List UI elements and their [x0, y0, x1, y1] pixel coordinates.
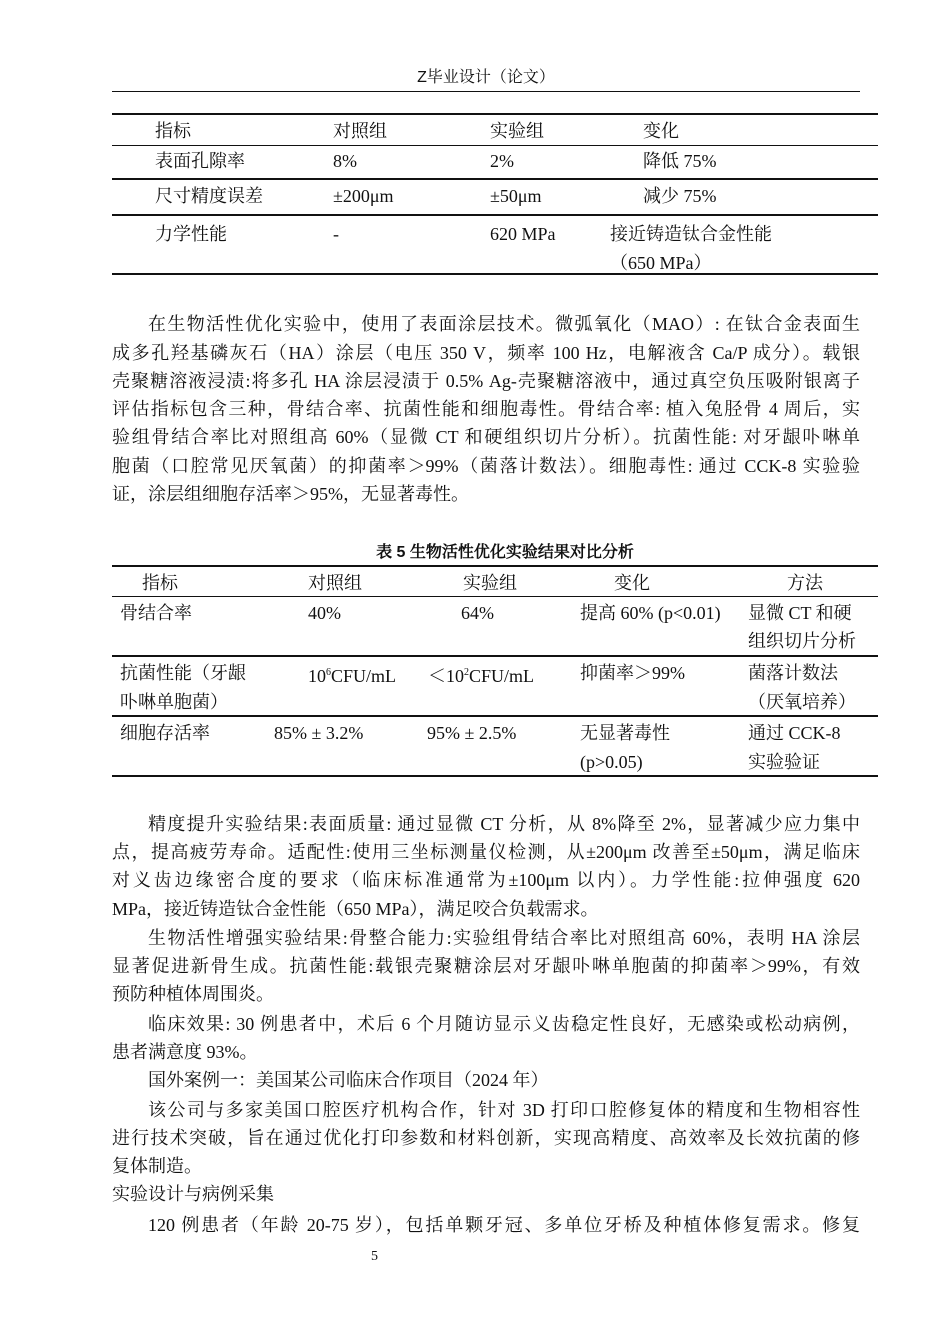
table-rule	[112, 145, 878, 146]
table-cell: （厌氧培养）	[748, 692, 856, 712]
table-cell: 卟啉单胞菌）	[120, 692, 228, 712]
table-cell: $10^6CFU/mL$	[308, 666, 397, 686]
table-cell: ±50μm	[490, 186, 542, 206]
table-cell: 显微 CT 和硬	[748, 603, 852, 623]
text-line: 精度提升实验结果:表面质量: 通过显微 CT 分析，从 8%降至 2%，显著减少应力集中	[148, 814, 860, 834]
running-header: Z毕业设计（论文）	[417, 69, 555, 86]
text-line: 实验设计与病例采集	[112, 1184, 274, 1204]
table-cell: 细胞存活率	[120, 723, 210, 743]
table-header-cell: 变化	[643, 121, 679, 141]
table-header-cell: 指标	[142, 573, 178, 593]
text-line: MPa，接近铸造钛合金性能（650 MPa），满足咬合负载需求。	[112, 899, 599, 919]
table-cell: 组织切片分析	[748, 631, 856, 651]
table-rule	[112, 596, 878, 597]
table-rule	[112, 715, 878, 717]
table-cell: 菌落计数法	[748, 663, 838, 683]
table-header-cell: 对照组	[308, 573, 362, 593]
table-cell: 提高 60% (p<0.01)	[580, 603, 721, 623]
text-line: 胞菌（口腔常见厌氧菌）的抑菌率＞99%（菌落计数法）。细胞毒性: 通过 CCK-8 实验验	[112, 456, 860, 476]
text-line: 进行技术突破，旨在通过优化打印参数和材料创新，实现高精度、高效率及长效抗菌的修	[112, 1128, 860, 1148]
text-line: 临床效果: 30 例患者中，术后 6 个月随访显示义齿稳定性良好，无感染或松动病例，	[148, 1014, 860, 1034]
table-cell: 通过 CCK-8	[748, 723, 841, 743]
text-line: 证，涂层组细胞存活率＞95%，无显著毒性。	[112, 484, 469, 504]
table-cell: 8%	[333, 151, 357, 171]
table-cell: 620 MPa	[490, 224, 556, 244]
text-line: 评估指标包含三种，骨结合率、抗菌性能和细胞毒性。骨结合率: 植入兔胫骨 4 周后，实	[112, 399, 860, 419]
table-cell: 骨结合率	[120, 603, 192, 623]
text-line: 在生物活性优化实验中，使用了表面涂层技术。微弧氧化（MAO）: 在钛合金表面生	[148, 314, 860, 334]
table-rule	[112, 214, 878, 216]
text-line: 验组骨结合率比对照组高 60%（显微 CT 和硬组织切片分析）。抗菌性能: 对牙龈卟啉单	[112, 427, 860, 447]
table-header-cell: 实验组	[463, 573, 517, 593]
text-line: 预防种植体周围炎。	[112, 984, 274, 1004]
table-cell: 减少 75%	[643, 186, 717, 206]
table-rule	[112, 113, 878, 115]
table-cell: 无显著毒性	[580, 723, 670, 743]
table-cell: 实验验证	[748, 752, 820, 772]
table-cell: 降低 75%	[643, 151, 717, 171]
table-header-cell: 变化	[614, 573, 650, 593]
text-line: 患者满意度 93%。	[112, 1042, 258, 1062]
table-cell: -	[333, 224, 339, 244]
table-cell: 抗菌性能（牙龈	[120, 663, 246, 683]
text-line: 点，提高疲劳寿命。适配性:使用三坐标测量仪检测，从±200μm 改善至±50μm，满足临床	[112, 842, 860, 862]
table-rule	[112, 273, 878, 275]
table-header-cell: 实验组	[490, 121, 544, 141]
table-cell: 64%	[461, 603, 494, 623]
table-cell: (p>0.05)	[580, 752, 643, 772]
text-line: 国外案例一：美国某公司临床合作项目（2024 年）	[148, 1070, 549, 1090]
table-cell: 表面孔隙率	[155, 151, 245, 171]
header-rule	[112, 91, 860, 92]
table-cell: 2%	[490, 151, 514, 171]
text-line: 对义齿边缘密合度的要求（临床标准通常为±100μm 以内）。力学性能:拉伸强度 620	[112, 870, 860, 890]
text-line: 该公司与多家美国口腔医疗机构合作，针对 3D 打印口腔修复体的精度和生物相容性	[148, 1100, 860, 1120]
table-rule	[112, 178, 878, 180]
text-line: 复体制造。	[112, 1156, 202, 1176]
table-cell: 95% ± 2.5%	[427, 723, 517, 743]
table-cell: 力学性能	[155, 224, 227, 244]
table-rule	[112, 775, 878, 777]
text-line: 生物活性增强实验结果:骨整合能力:实验组骨结合率比对照组高 60%，表明 HA 涂层	[148, 928, 860, 948]
table-rule	[112, 655, 878, 657]
table-cell: （650 MPa）	[610, 253, 712, 273]
table-caption: 表 5 生物活性优化实验结果对比分析	[376, 544, 634, 561]
text-line: 显著促进新骨生成。抗菌性能:载银壳聚糖涂层对牙龈卟啉单胞菌的抑菌率＞99%，有效	[112, 956, 860, 976]
table-cell: $<10^2CFU/mL$	[428, 666, 535, 686]
table-rule	[112, 565, 878, 567]
table-cell: 尺寸精度误差	[155, 186, 263, 206]
table-header-cell: 方法	[787, 573, 823, 593]
table-cell: ±200μm	[333, 186, 394, 206]
text-line: 壳聚糖溶液浸渍:将多孔 HA 涂层浸渍于 0.5% Ag-壳聚糖溶液中，通过真空负压吸附银离子	[112, 371, 860, 391]
table-header-cell: 指标	[155, 121, 191, 141]
table-cell: 接近铸造钛合金性能	[610, 224, 772, 244]
text-line: 成多孔羟基磷灰石（HA）涂层（电压 350 V，频率 100 Hz，电解液含 Ca/P 成分）。载银	[112, 343, 860, 363]
table-cell: 40%	[308, 603, 341, 623]
text-line: 120 例患者（年龄 20-75 岁），包括单颗牙冠、多单位牙桥及种植体修复需求。修复	[148, 1215, 860, 1235]
table-cell: 抑菌率＞99%	[580, 663, 685, 683]
table-cell: 85% ± 3.2%	[274, 723, 364, 743]
table-header-cell: 对照组	[333, 121, 387, 141]
page-number: 5	[371, 1249, 378, 1264]
